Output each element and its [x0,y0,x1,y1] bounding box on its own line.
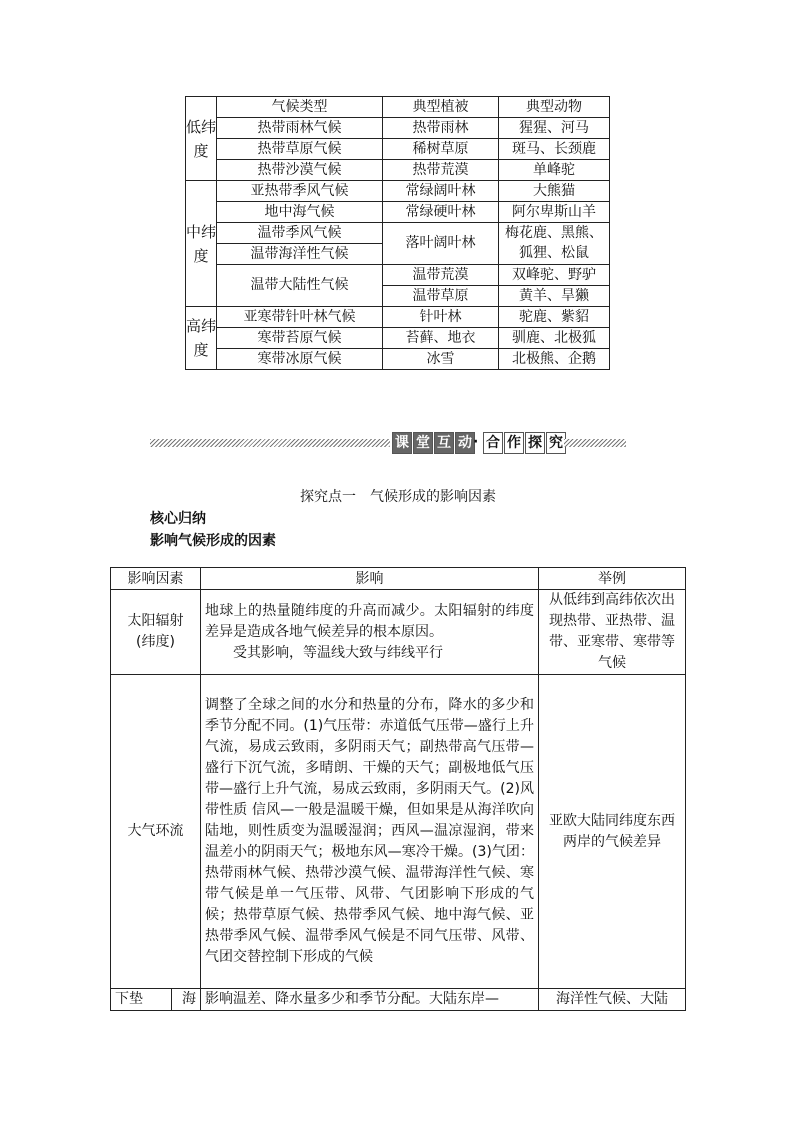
climate-type-cell: 地中海气候 [217,202,383,223]
factor-split [115,989,196,1010]
banner-cooperative-inquiry [483,432,567,454]
animal-cell: 黄羊、旱獭 [499,286,610,307]
column-header: 典型动物 [499,97,610,118]
factor-sublabel: (纬度) [136,634,175,650]
climate-type-cell: 温带海洋性气候 [217,244,383,265]
vegetation-cell: 常绿硬叶林 [383,202,499,223]
vegetation-cell: 落叶阔叶林 [383,223,499,265]
vegetation-cell: 冰雪 [383,349,499,370]
climate-type-cell: 亚寒带针叶林气候 [217,307,383,328]
zone-low-latitude: 低纬度 [186,97,217,181]
vegetation-cell: 热带荒漠 [383,160,499,181]
table-row [186,202,610,223]
animal-cell: 狐狸、松鼠 [499,244,610,265]
animal-cell: 驼鹿、紫貂 [499,307,610,328]
effect-cell [201,590,539,675]
table-row [186,181,610,202]
climate-type-cell: 寒带苔原气候 [217,328,383,349]
column-header: 影响因素 [111,568,201,590]
table-row [111,568,686,590]
table-row [186,160,610,181]
zone-mid-latitude: 中纬度 [186,181,217,307]
climate-type-cell: 温带大陆性气候 [217,265,383,307]
vegetation-cell: 常绿阔叶林 [383,181,499,202]
climate-type-cell: 亚热带季风气候 [217,181,383,202]
animal-cell: 梅花鹿、黑熊、 [499,223,610,244]
factor-label: 下垫 [115,991,143,1007]
vegetation-cell: 稀树草原 [383,139,499,160]
column-header: 典型植被 [383,97,499,118]
table-row [111,590,686,675]
table-row [186,307,610,328]
table-row [186,349,610,370]
effect-cell: 影响温差、降水量多少和季节分配。大陆东岸— [201,989,539,1011]
effect-cell: 调整了全球之间的水分和热量的分布，降水的多少和季节分配不同。(1)气压带：赤道低气压带—盛行上升气流，易成云致雨，多阴雨天气；副热带高气压带—盛行下沉气流，多晴朗、干燥的天气；副极地低气压带—盛行上升气流，易成云致雨，多阴雨天气。(2)风带性质 信风—一般是温暖干燥，但如果是从海洋吹向陆地，则性质变为温暖湿润；西风—温凉湿润，带来温差小的阴雨天气；极地东风—寒冷干燥。(3)气团：热带雨林气候、热带沙漠气候、温带海洋性气候、寒带气候是单一气压带、风带、气团影响下形成的气候；热带草原气候、热带季风气候、地中海气候、亚热带季风气候、温带季风气候是不同气压带、风带、气团交替控制下形成的气候 [201,675,539,989]
core-summary-heading: 核心归纳 [150,511,206,527]
banner-char: 课 [392,432,412,454]
factor-cell [111,590,201,675]
animal-cell: 双峰驼、野驴 [499,265,610,286]
animal-cell: 大熊猫 [499,181,610,202]
animal-cell: 阿尔卑斯山羊 [499,202,610,223]
table-row [111,989,686,1011]
vegetation-cell: 苔藓、地衣 [383,328,499,349]
section-title: 探究点一 气候形成的影响因素 [300,489,496,505]
climate-type-cell: 热带沙漠气候 [217,160,383,181]
animal-cell: 斑马、长颈鹿 [499,139,610,160]
table-row [186,139,610,160]
table-row [186,97,610,118]
animal-cell: 北极熊、企鹅 [499,349,610,370]
banner-char: 究 [546,432,566,454]
column-header: 举例 [539,568,686,590]
climate-type-cell: 温带季风气候 [217,223,383,244]
hatch-decoration [564,439,626,447]
table-row [186,223,610,244]
table-row [186,118,610,139]
climate-factors-table [110,567,686,1011]
banner-dot: · [473,434,479,450]
climate-type-cell: 寒带冰原气候 [217,349,383,370]
banner-char: 作 [504,432,524,454]
section-banner [150,432,626,454]
vegetation-cell: 针叶林 [383,307,499,328]
column-header: 气候类型 [217,97,383,118]
factor-cell [111,989,201,1011]
column-header: 影响 [201,568,539,590]
climate-type-table [185,96,610,370]
table-row [186,328,610,349]
effect-paragraph: 地球上的热量随纬度的升高而减少。太阳辐射的纬度差异是造成各地气候差异的根本原因。 [205,602,534,640]
animal-cell: 驯鹿、北极狐 [499,328,610,349]
zone-high-latitude: 高纬度 [186,307,217,370]
vegetation-cell: 热带雨林 [383,118,499,139]
banner-char: 探 [525,432,545,454]
climate-type-cell: 热带雨林气候 [217,118,383,139]
animal-cell: 猩猩、河马 [499,118,610,139]
factor-label: 太阳辐射 [127,613,184,629]
banner-classroom-interaction [392,432,479,454]
example-cell: 亚欧大陆同纬度东西两岸的气候差异 [539,675,686,989]
example-cell: 海洋性气候、大陆 [539,989,686,1011]
factor-cell: 大气环流 [111,675,201,989]
banner-char: 堂 [413,432,433,454]
effect-paragraph: 受其影响，等温线大致与纬线平行 [233,644,443,661]
animal-cell: 单峰驼 [499,160,610,181]
banner-char: 动 [455,432,475,454]
factors-heading: 影响气候形成的因素 [150,533,276,549]
factor-sublabel: 海 [171,989,196,1010]
vegetation-cell: 温带荒漠 [383,265,499,286]
table-row [186,265,610,286]
banner-char: 合 [483,432,503,454]
climate-type-cell: 热带草原气候 [217,139,383,160]
table-row [111,675,686,989]
example-cell: 从低纬到高纬依次出现热带、亚热带、温带、亚寒带、寒带等气候 [539,590,686,675]
banner-char: 互 [434,432,454,454]
vegetation-cell: 温带草原 [383,286,499,307]
hatch-decoration [150,439,390,447]
